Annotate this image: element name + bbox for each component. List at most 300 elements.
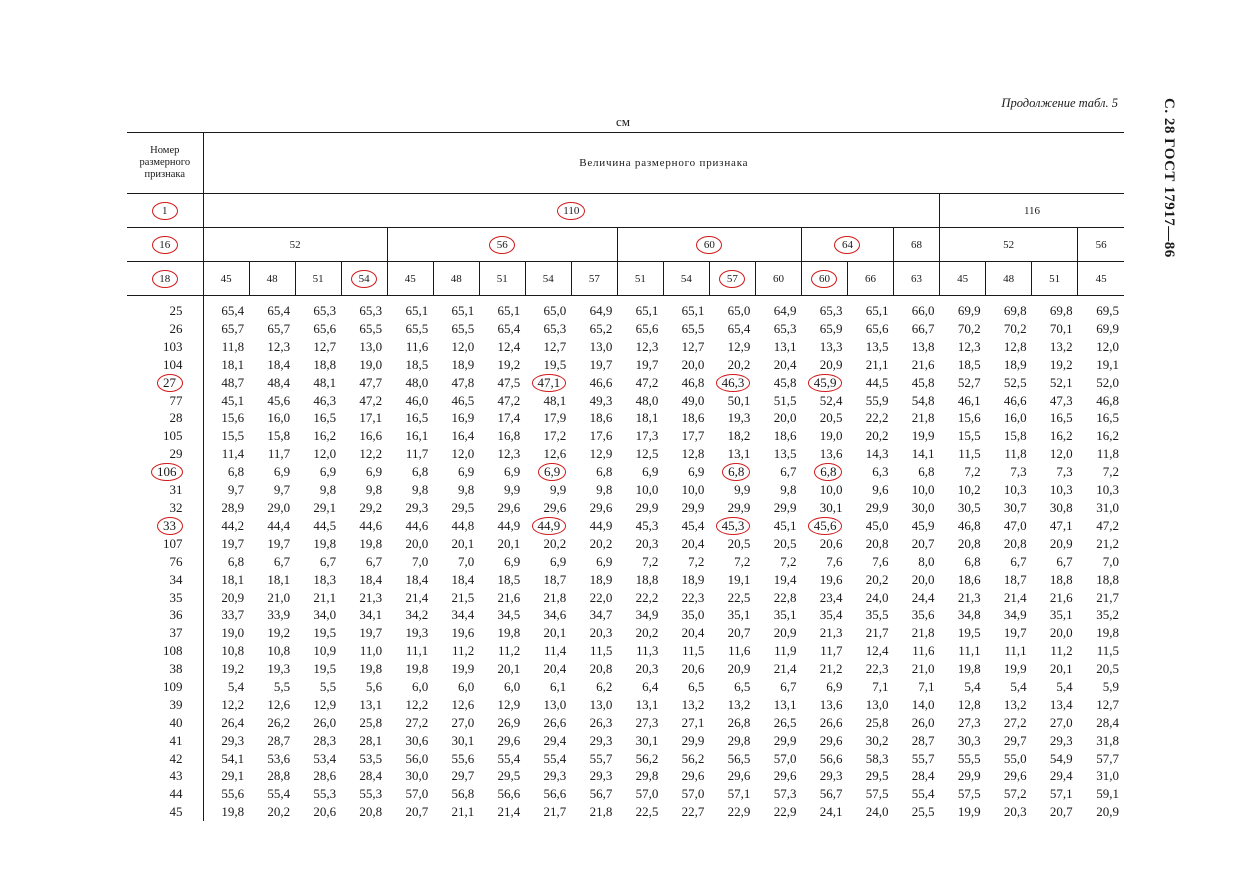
table-cell: [801, 374, 847, 392]
table-cell: 19,8: [405, 661, 429, 677]
table-cell: 44,6: [359, 517, 383, 533]
table-cell: 65,3: [359, 302, 383, 318]
circled-value: 110: [557, 202, 585, 220]
table-cell: 6,8: [227, 553, 245, 569]
table-cell: 29,9: [727, 499, 751, 515]
circled-value: 45,6: [808, 517, 843, 535]
table-cell: 9,9: [734, 482, 751, 498]
table-cell: 10,3: [1003, 482, 1027, 498]
table-cell: 29,9: [681, 499, 705, 515]
value-label: Величина размерного признака: [203, 133, 1124, 194]
table-cell: 6,7: [780, 464, 797, 480]
table-cell: 11,8: [221, 338, 245, 354]
table-cell: 21,3: [819, 625, 843, 641]
row-number: 108: [127, 642, 203, 660]
table-cell: 7,1: [918, 678, 935, 694]
table-cell: 47,2: [1096, 517, 1119, 533]
table-cell: 55,0: [1003, 750, 1027, 766]
table-cell: 19,3: [727, 410, 751, 426]
table-cell: 20,9: [1049, 535, 1073, 551]
table-cell: 22,8: [773, 589, 797, 605]
table-cell: 19,6: [819, 571, 843, 587]
table-cell: 10,8: [267, 643, 291, 659]
table-cell: 5,6: [365, 678, 383, 694]
table-cell: 35,0: [681, 607, 705, 623]
header-cell: 48: [986, 262, 1032, 296]
table-cell: 26,0: [911, 714, 935, 730]
table-cell: 9,8: [780, 482, 797, 498]
table-cell: 7,2: [964, 464, 981, 480]
table-cell: 29,5: [451, 499, 475, 515]
table-cell: 30,2: [865, 732, 889, 748]
table-row: [127, 409, 1124, 427]
table-cell: 26,8: [727, 714, 751, 730]
table-cell: 22,2: [635, 589, 659, 605]
table-cell: 29,6: [727, 768, 751, 784]
table-cell: 19,9: [451, 661, 475, 677]
row-number: [127, 374, 203, 392]
row-number: 45: [127, 803, 203, 821]
table-cell: 55,3: [313, 786, 337, 802]
table-cell: 13,1: [359, 696, 383, 712]
table-cell: 6,8: [596, 464, 613, 480]
table-cell: 20,1: [1049, 661, 1073, 677]
table-cell: 28,4: [359, 768, 383, 784]
table-cell: [709, 374, 755, 392]
table-cell: 47,2: [635, 374, 659, 390]
table-cell: 64,9: [589, 302, 613, 318]
table-cell: 54,9: [1049, 750, 1073, 766]
table-cell: 11,9: [774, 643, 797, 659]
table-cell: 25,5: [911, 804, 935, 820]
table-cell: 66,7: [911, 320, 935, 336]
table-cell: 11,2: [1050, 643, 1073, 659]
table-cell: 6,9: [319, 464, 337, 480]
table-cell: 52,7: [957, 374, 981, 390]
table-cell: 55,5: [957, 750, 981, 766]
table-cell: 7,3: [1056, 464, 1073, 480]
table-cell: 29,4: [1049, 768, 1073, 784]
table-cell: 6,1: [550, 678, 567, 694]
table-cell: 65,1: [405, 302, 429, 318]
table-cell: 15,6: [957, 410, 981, 426]
table-cell: 20,7: [405, 804, 429, 820]
table-cell: 9,6: [872, 482, 889, 498]
table-cell: 65,3: [313, 302, 337, 318]
table-cell: 6,3: [872, 464, 889, 480]
table-cell: 65,1: [865, 302, 889, 318]
table-row: [127, 803, 1124, 821]
table-cell: 65,6: [865, 320, 889, 336]
table-cell: 52,5: [1003, 374, 1027, 390]
table-cell: 19,6: [451, 625, 475, 641]
table-cell: 70,2: [1003, 320, 1027, 336]
table-cell: 20,0: [405, 535, 429, 551]
table-cell: 21,3: [957, 589, 981, 605]
table-cell: 19,2: [497, 356, 521, 372]
table-cell: 5,4: [1056, 678, 1073, 694]
table-cell: 12,2: [405, 696, 429, 712]
table-cell: 34,7: [589, 607, 613, 623]
table-cell: 29,8: [727, 732, 751, 748]
table-row: [127, 517, 1124, 535]
table-cell: 9,9: [550, 482, 567, 498]
table-cell: 18,1: [635, 410, 659, 426]
table-cell: 22,9: [727, 804, 751, 820]
table-cell: 19,5: [543, 356, 567, 372]
table-cell: 29,6: [543, 499, 567, 515]
table-cell: 65,5: [681, 320, 705, 336]
table-cell: 13,4: [1049, 696, 1073, 712]
table-cell: 33,9: [267, 607, 291, 623]
table-cell: 20,5: [819, 410, 843, 426]
table-cell: 12,6: [267, 696, 291, 712]
table-cell: 20,2: [267, 804, 291, 820]
table-cell: 26,3: [589, 714, 613, 730]
table-cell: 19,0: [819, 428, 843, 444]
table-cell: 18,6: [681, 410, 705, 426]
table-cell: 21,2: [1096, 535, 1119, 551]
table-cell: 29,6: [773, 768, 797, 784]
table-cell: 69,8: [1003, 302, 1027, 318]
table-cell: 18,9: [451, 356, 475, 372]
table-cell: 6,9: [688, 464, 705, 480]
table-cell: 12,3: [267, 338, 291, 354]
table-cell: 12,6: [543, 446, 567, 462]
table-cell: 46,5: [451, 392, 475, 408]
table-cell: 19,8: [359, 535, 383, 551]
table-cell: 28,7: [911, 732, 935, 748]
table-cell: 5,4: [227, 678, 245, 694]
table-cell: 16,8: [497, 428, 521, 444]
table-cell: 29,7: [1003, 732, 1027, 748]
table-cell: 18,4: [451, 571, 475, 587]
table-cell: 22,5: [635, 804, 659, 820]
table-cell: 7,6: [826, 553, 843, 569]
table-cell: 14,0: [911, 696, 935, 712]
table-cell: 55,6: [221, 786, 245, 802]
table-cell: 17,9: [543, 410, 567, 426]
table-cell: 18,1: [221, 571, 245, 587]
table-cell: 20,1: [451, 535, 475, 551]
table-cell: 20,7: [727, 625, 751, 641]
row-number: 77: [127, 392, 203, 410]
table-cell: 29,8: [635, 768, 659, 784]
table-cell: 30,6: [405, 732, 429, 748]
table-cell: 19,7: [267, 535, 291, 551]
table-cell: 19,5: [957, 625, 981, 641]
table-cell: 18,8: [1096, 571, 1119, 587]
table-cell: 45,8: [911, 374, 935, 390]
table-cell: 34,5: [497, 607, 521, 623]
table-cell: 18,5: [497, 571, 521, 587]
table-cell: 28,9: [221, 499, 245, 515]
table-cell: 7,1: [872, 678, 889, 694]
table-row: [127, 427, 1124, 445]
table-cell: 29,7: [451, 768, 475, 784]
table-cell: 28,4: [1096, 714, 1119, 730]
table-cell: 29,3: [221, 732, 245, 748]
table-cell: 65,1: [497, 302, 521, 318]
table-cell: 20,8: [589, 661, 613, 677]
table-cell: 27,0: [451, 714, 475, 730]
table-cell: 46,0: [405, 392, 429, 408]
table-cell: 65,0: [543, 302, 567, 318]
table-row: [127, 642, 1124, 660]
header-cell: 60: [755, 262, 801, 296]
table-cell: 16,2: [1049, 428, 1073, 444]
table-cell: 65,5: [359, 320, 383, 336]
header-cell: 54: [663, 262, 709, 296]
table-cell: 11,2: [451, 643, 475, 659]
table-cell: 6,5: [734, 678, 751, 694]
table-cell: 65,6: [635, 320, 659, 336]
circled-row-number: 33: [157, 517, 183, 535]
row-number: [127, 517, 203, 535]
table-cell: 21,4: [497, 804, 521, 820]
table-cell: 19,0: [359, 356, 383, 372]
header-cell: 68: [894, 228, 940, 262]
table-cell: 13,2: [727, 696, 751, 712]
table-cell: 47,2: [359, 392, 383, 408]
table-cell: 35,1: [727, 607, 751, 623]
table-cell: 47,8: [451, 374, 475, 390]
table-cell: [801, 463, 847, 481]
row-number: 36: [127, 606, 203, 624]
row-number: 107: [127, 535, 203, 553]
row-number: 43: [127, 767, 203, 785]
table-cell: 51,5: [773, 392, 797, 408]
table-cell: 22,3: [681, 589, 705, 605]
table-cell: 21,0: [267, 589, 291, 605]
header-cell: 66: [847, 262, 893, 296]
table-header: [127, 133, 1124, 296]
table-cell: 18,6: [773, 428, 797, 444]
table-row: [127, 714, 1124, 732]
table-row: [127, 696, 1124, 714]
table-cell: 10,2: [957, 482, 981, 498]
circled-row-number: 1: [152, 202, 178, 220]
table-cell: 29,3: [589, 732, 613, 748]
table-cell: 7,2: [688, 553, 705, 569]
table-cell: 30,7: [1003, 499, 1027, 515]
table-cell: 29,5: [865, 768, 889, 784]
table-cell: 20,7: [911, 535, 935, 551]
table-cell: 16,1: [405, 428, 429, 444]
table-cell: 20,8: [1003, 535, 1027, 551]
circled-value: 45,3: [716, 517, 751, 535]
table-cell: 29,9: [865, 499, 889, 515]
table-cell: 13,6: [819, 446, 843, 462]
table-cell: [709, 517, 755, 535]
table-cell: 28,8: [267, 768, 291, 784]
table-cell: 19,8: [313, 535, 337, 551]
table-cell: 21,1: [313, 589, 337, 605]
table-cell: 29,1: [221, 768, 245, 784]
table-cell: 69,9: [957, 302, 981, 318]
table-cell: 20,9: [1096, 804, 1119, 820]
table-cell: 49,0: [681, 392, 705, 408]
table-cell: 11,7: [820, 643, 843, 659]
table-row: [127, 678, 1124, 696]
table-cell: 29,1: [313, 499, 337, 515]
table-body: [127, 296, 1124, 822]
header-cell: 51: [295, 262, 341, 296]
circled-value: 54: [351, 270, 377, 288]
table-cell: 34,6: [543, 607, 567, 623]
table-cell: 26,6: [819, 714, 843, 730]
row-number: 38: [127, 660, 203, 678]
table-cell: 27,2: [405, 714, 429, 730]
circled-value: 60: [811, 270, 837, 288]
table-cell: 18,9: [589, 571, 613, 587]
table-row: [127, 374, 1124, 392]
table-cell: 24,0: [865, 589, 889, 605]
table-cell: 21,6: [497, 589, 521, 605]
table-cell: 27,3: [635, 714, 659, 730]
table-cell: 28,3: [313, 732, 337, 748]
table-cell: 22,9: [773, 804, 797, 820]
table-cell: 20,5: [727, 535, 751, 551]
table-cell: 11,7: [405, 446, 429, 462]
header-cell: 45: [387, 262, 433, 296]
table-cell: 44,6: [405, 517, 429, 533]
table-cell: 18,2: [727, 428, 751, 444]
table-cell: 18,1: [221, 356, 245, 372]
table-cell: 57,5: [957, 786, 981, 802]
table-cell: 30,8: [1049, 499, 1073, 515]
table-cell: 28,4: [911, 768, 935, 784]
table-cell: 29,6: [497, 732, 521, 748]
table-cell: 7,2: [642, 553, 659, 569]
table-cell: 22,2: [865, 410, 889, 426]
table-cell: 20,3: [635, 535, 659, 551]
table-cell: 19,1: [1096, 356, 1119, 372]
table-cell: 13,2: [1049, 338, 1073, 354]
table-cell: 16,5: [405, 410, 429, 426]
table-cell: 29,3: [819, 768, 843, 784]
circled-value: 47,1: [532, 374, 567, 392]
table-cell: 35,4: [819, 607, 843, 623]
row-number: 29: [127, 445, 203, 463]
table-cell: 57,0: [773, 750, 797, 766]
table-cell: 45,9: [911, 517, 935, 533]
table-cell: 65,1: [681, 302, 705, 318]
table-cell: 65,7: [221, 320, 245, 336]
table-cell: 30,0: [405, 768, 429, 784]
table-row: [127, 606, 1124, 624]
table-cell: 13,6: [819, 696, 843, 712]
row-number: 31: [127, 481, 203, 499]
header-cell: [203, 194, 940, 228]
circled-value: 64: [834, 236, 860, 254]
unit-label: см: [616, 114, 630, 129]
table-cell: 11,6: [728, 643, 751, 659]
row-number: 25: [127, 296, 203, 320]
continuation-label: Продолжение табл. 5: [1001, 96, 1118, 110]
table-cell: 50,1: [727, 392, 751, 408]
table-cell: 45,4: [681, 517, 705, 533]
table-cell: 59,1: [1096, 786, 1119, 802]
table-cell: 12,3: [957, 338, 981, 354]
table-cell: 6,9: [826, 678, 843, 694]
table-cell: 46,8: [957, 517, 981, 533]
table-cell: 20,6: [313, 804, 337, 820]
table-cell: 18,4: [359, 571, 383, 587]
table-row: [127, 589, 1124, 607]
table-cell: 47,7: [359, 374, 383, 390]
table-cell: 29,9: [681, 732, 705, 748]
table-cell: 18,3: [313, 571, 337, 587]
table-cell: 56,6: [543, 786, 567, 802]
table-cell: 12,0: [1096, 338, 1119, 354]
table-row: [127, 463, 1124, 481]
table-cell: 46,1: [957, 392, 981, 408]
table-cell: 52,1: [1049, 374, 1073, 390]
table-cell: 21,3: [359, 589, 383, 605]
table-cell: 65,6: [313, 320, 337, 336]
table-cell: 58,3: [865, 750, 889, 766]
table-cell: 35,5: [865, 607, 889, 623]
table-cell: 24,4: [911, 589, 935, 605]
table-cell: 9,7: [227, 482, 245, 498]
table-cell: 13,0: [865, 696, 889, 712]
table-cell: 16,9: [451, 410, 475, 426]
table-cell: 11,5: [590, 643, 613, 659]
table-cell: 69,5: [1096, 302, 1119, 318]
table-cell: 8,0: [918, 553, 935, 569]
table-cell: 29,6: [497, 499, 521, 515]
table-cell: 66,0: [911, 302, 935, 318]
table-cell: 27,3: [957, 714, 981, 730]
table-cell: 21,5: [451, 589, 475, 605]
table-cell: 15,8: [267, 428, 291, 444]
table-cell: 18,4: [405, 571, 429, 587]
table-cell: 19,7: [589, 356, 613, 372]
table-cell: 6,7: [1056, 553, 1073, 569]
table-cell: 28,1: [359, 732, 383, 748]
table-cell: 20,1: [497, 661, 521, 677]
table-cell: 47,0: [1003, 517, 1027, 533]
table-cell: 65,5: [405, 320, 429, 336]
table-cell: 12,3: [497, 446, 521, 462]
table-row: [127, 785, 1124, 803]
table-cell: 7,2: [734, 553, 751, 569]
table-row: [127, 624, 1124, 642]
circled-row-number: 27: [157, 374, 183, 392]
table-cell: 31,0: [1096, 768, 1119, 784]
table-cell: 11,0: [359, 643, 383, 659]
table-cell: 9,9: [504, 482, 521, 498]
table-cell: 12,7: [681, 338, 705, 354]
table-cell: 6,9: [273, 464, 291, 480]
table-cell: 45,6: [267, 392, 291, 408]
table-cell: 19,2: [221, 661, 245, 677]
header-cell: [617, 228, 801, 262]
table-cell: 55,4: [911, 786, 935, 802]
table-cell: 13,1: [773, 696, 797, 712]
table-cell: 9,7: [273, 482, 291, 498]
table-cell: 53,5: [359, 750, 383, 766]
header-cell: 116: [940, 194, 1124, 228]
table-cell: 57,2: [1003, 786, 1027, 802]
table-cell: 19,3: [267, 661, 291, 677]
table-cell: 6,8: [918, 464, 935, 480]
table-cell: 21,8: [911, 410, 935, 426]
table-cell: 13,3: [819, 338, 843, 354]
table-cell: [801, 517, 847, 535]
table-cell: 6,8: [411, 464, 429, 480]
